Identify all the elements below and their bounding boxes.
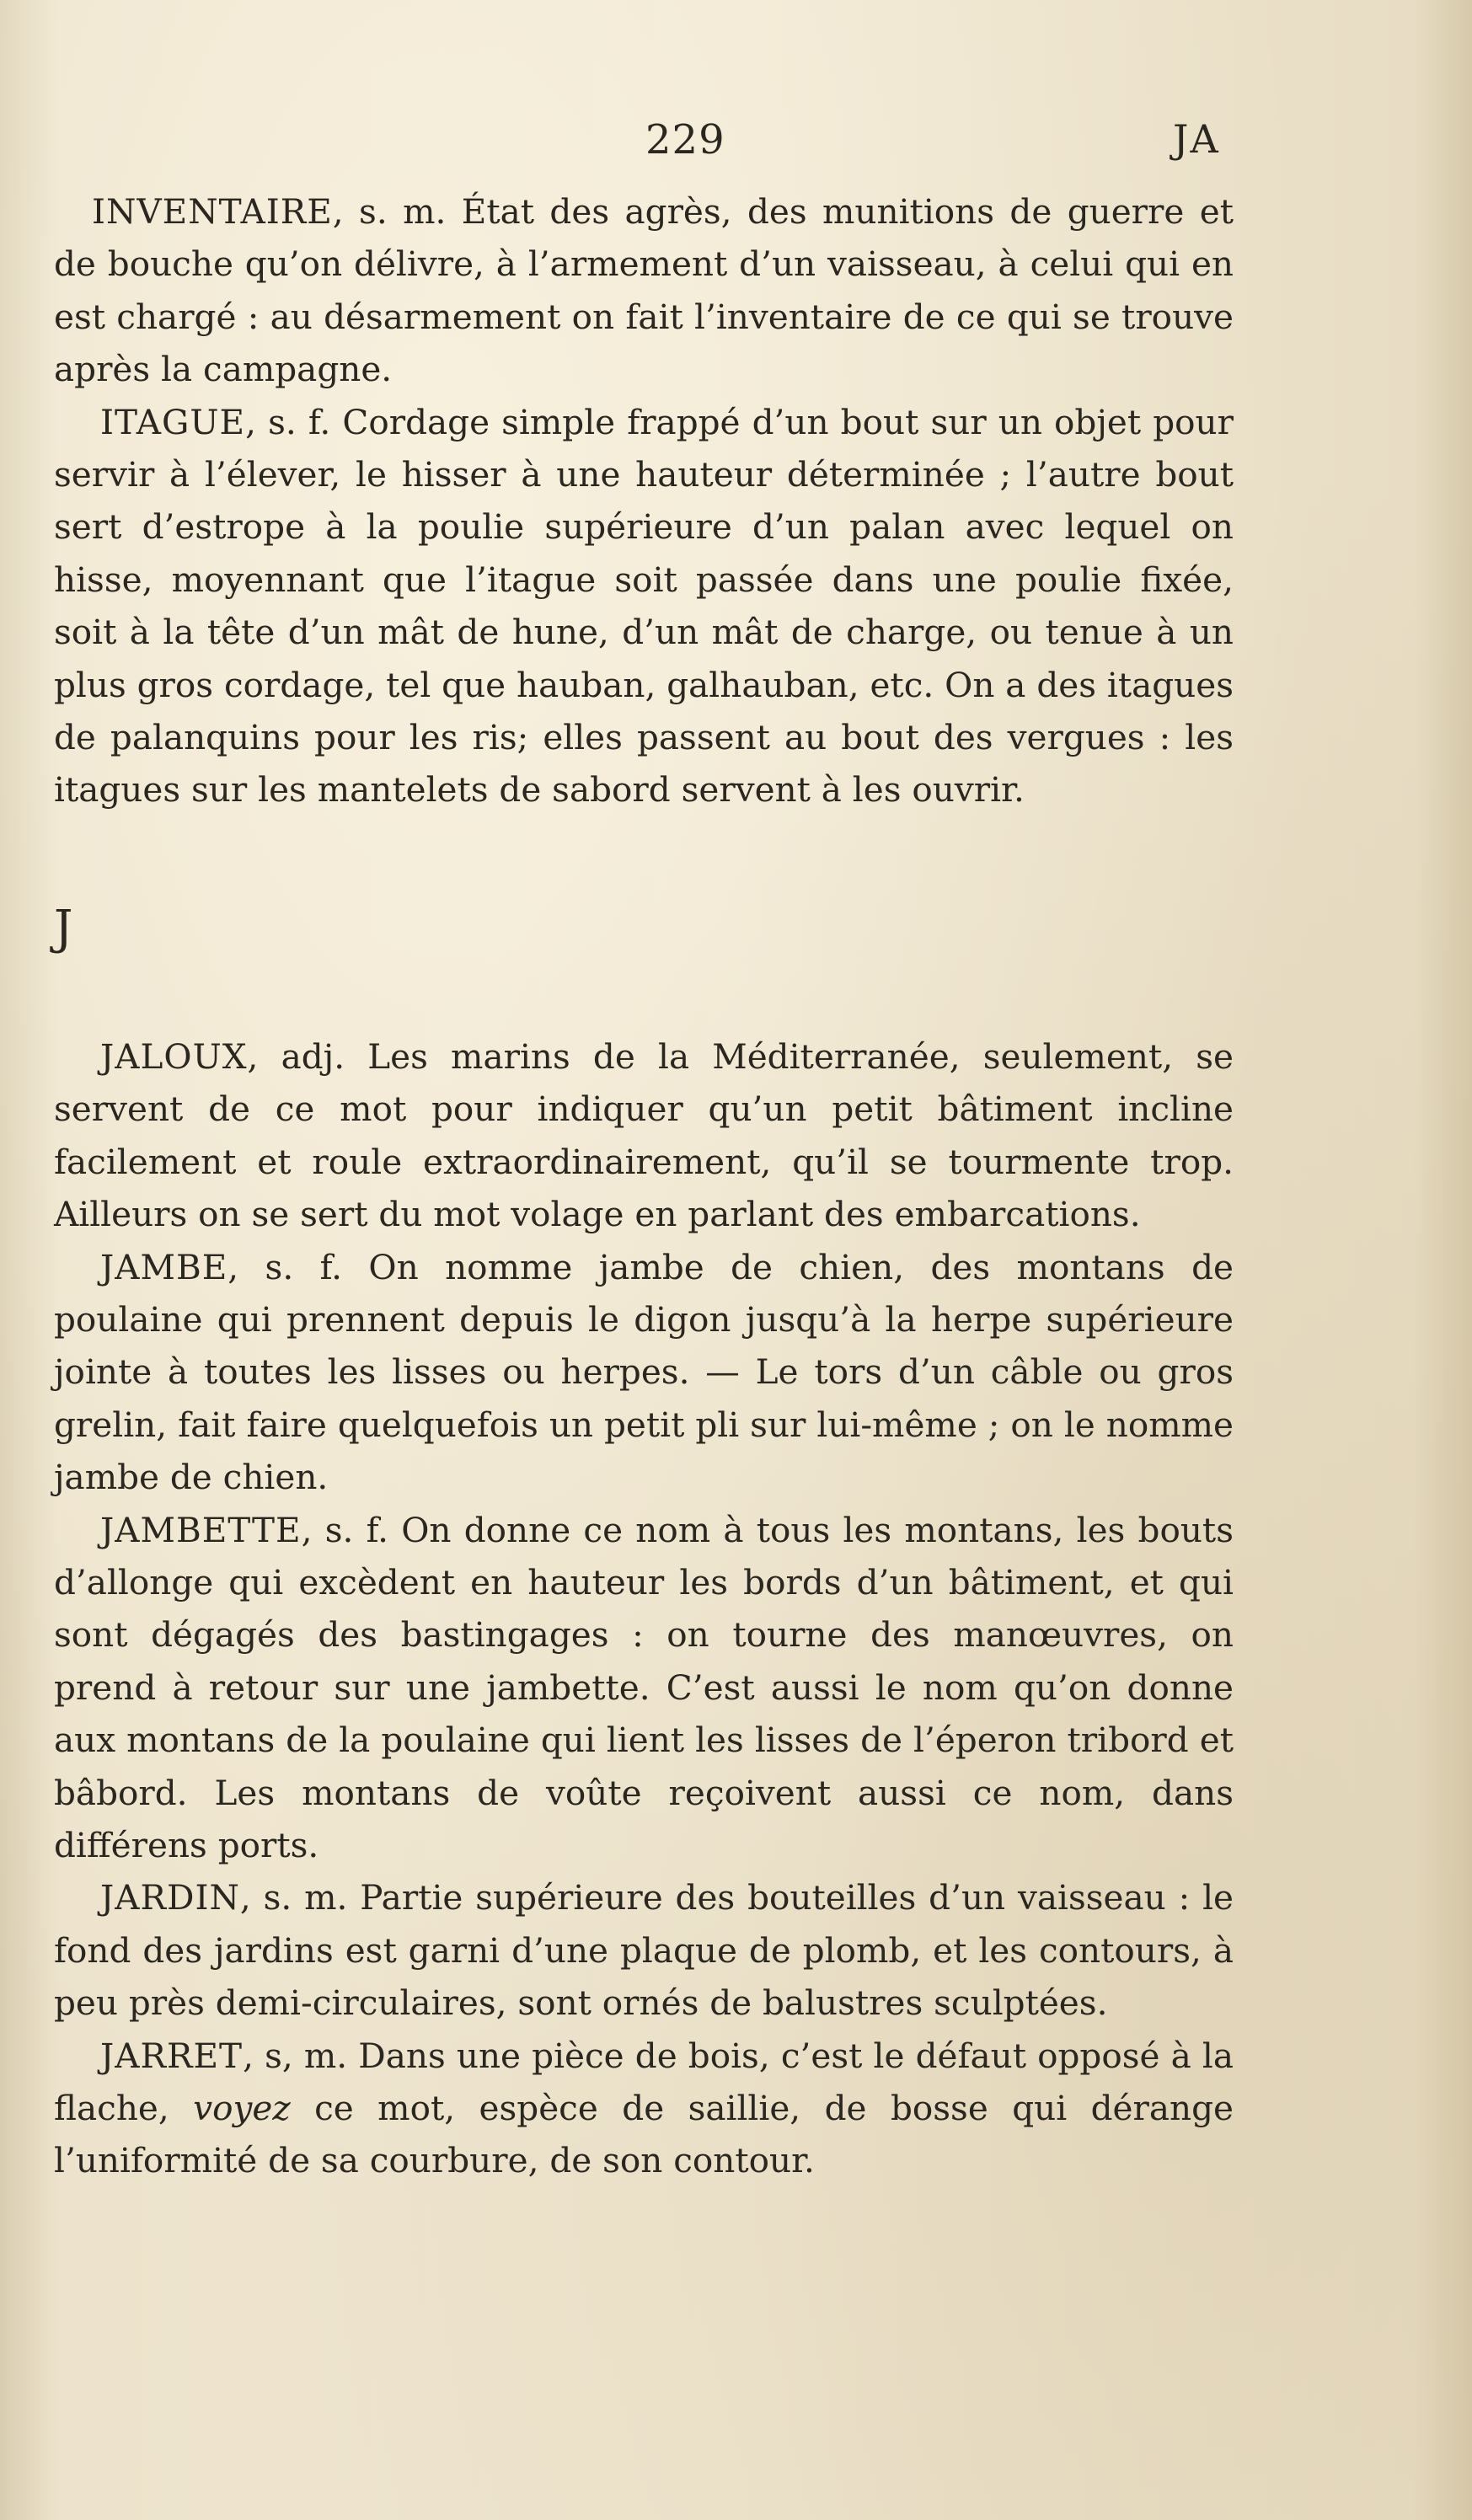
definition: , s. f. Cordage simple frappé d’un bout sur un objet pour servir à l’élever, le hisser à une hauteur déterminée ; l’autre bout sert d’estrope à la poulie supérieure d’un palan avec lequel on hisse, moyennant que l’itague soit passée dans une poulie fixée, soit à la tête d’un mât de hune, d’un mât de charge, ou tenue à un plus gros cordage, tel que hauban, galhauban, etc. On a des itagues de palanquins pour les ris; elles passent au bout des vergues : les itagues sur les mantelets de sabord servent à les ouvrir. [54,401,1234,811]
guide-word: JA [1173,116,1220,162]
entry-jambe [54,1241,1234,1504]
headword: INVENTAIRE [92,191,333,232]
headword: JARDIN [100,1877,240,1918]
definition: , s. f. On nomme jambe de chien, des montans de poulaine qui prennent depuis le digon jusqu’à la herpe supérieure jointe à toutes les lisses ou herpes. — Le tors d’un câble ou gros grelin, fait faire quelquefois un petit pli sur lui-même ; on le nomme jambe de chien. [54,1246,1234,1498]
definition: , s. f. On donne ce nom à tous les montans, les bouts d’allonge qui excèdent en hauteur les bords d’un bâtiment, et qui sont dégagés des bastingages : on tourne des manœuvres, on prend à retour sur une jambette. C’est aussi le nom qu’on donne aux montans de la poulaine qui lient les lisses de l’éperon tribord et bâbord. Les montans de voûte reçoivent aussi ce nom, dans différens ports. [54,1509,1234,1865]
page-number: 229 [645,116,725,163]
entry-jambette [54,1504,1234,1872]
entry-jardin [54,1871,1234,2029]
cross-reference: voyez [193,2088,291,2128]
headword: JAMBETTE [100,1509,302,1550]
running-head [54,116,1234,175]
headword: JARRET [100,2035,244,2076]
entry-jarret [54,2030,1234,2187]
entry-itague [54,396,1234,816]
headword: JAMBE [100,1246,228,1287]
definition: , s. m. État des agrès, des munitions de guerre et de bouche qu’on délivre, à l’armement d’un vaisseau, à celui qui en est chargé : au désarmement on fait l’inventaire de ce qui se trouve après la campagne. [54,191,1234,390]
entry-inventaire [54,185,1234,396]
section-letter: J [54,900,73,955]
entry-jaloux [54,1030,1234,1241]
headword: JALOUX [100,1035,248,1077]
definition: , s, m. Dans une pièce de bois, c’est le défaut opposé à la flache, [54,2035,1234,2128]
headword: ITAGUE [100,401,246,442]
dictionary-text [54,185,1234,2187]
definition: , s. m. Partie supérieure des bouteilles d’un vaisseau : le fond des jardins est garni d’une plaque de plomb, et les contours, à peu près demi-circulaires, sont ornés de balustres sculptées. [54,1877,1234,2024]
definition-continued: ce mot, espèce de saillie, de bosse qui dérange l’uniformité de sa courbure, de son contour. [54,2088,1234,2181]
definition: , adj. Les marins de la Méditerranée, seulement, se servent de ce mot pour indiquer qu’un petit bâtiment incline facilement et roule extraordinairement, qu’il se tourmente trop. Ailleurs on se sert du mot volage en parlant des embarcations. [54,1035,1234,1235]
